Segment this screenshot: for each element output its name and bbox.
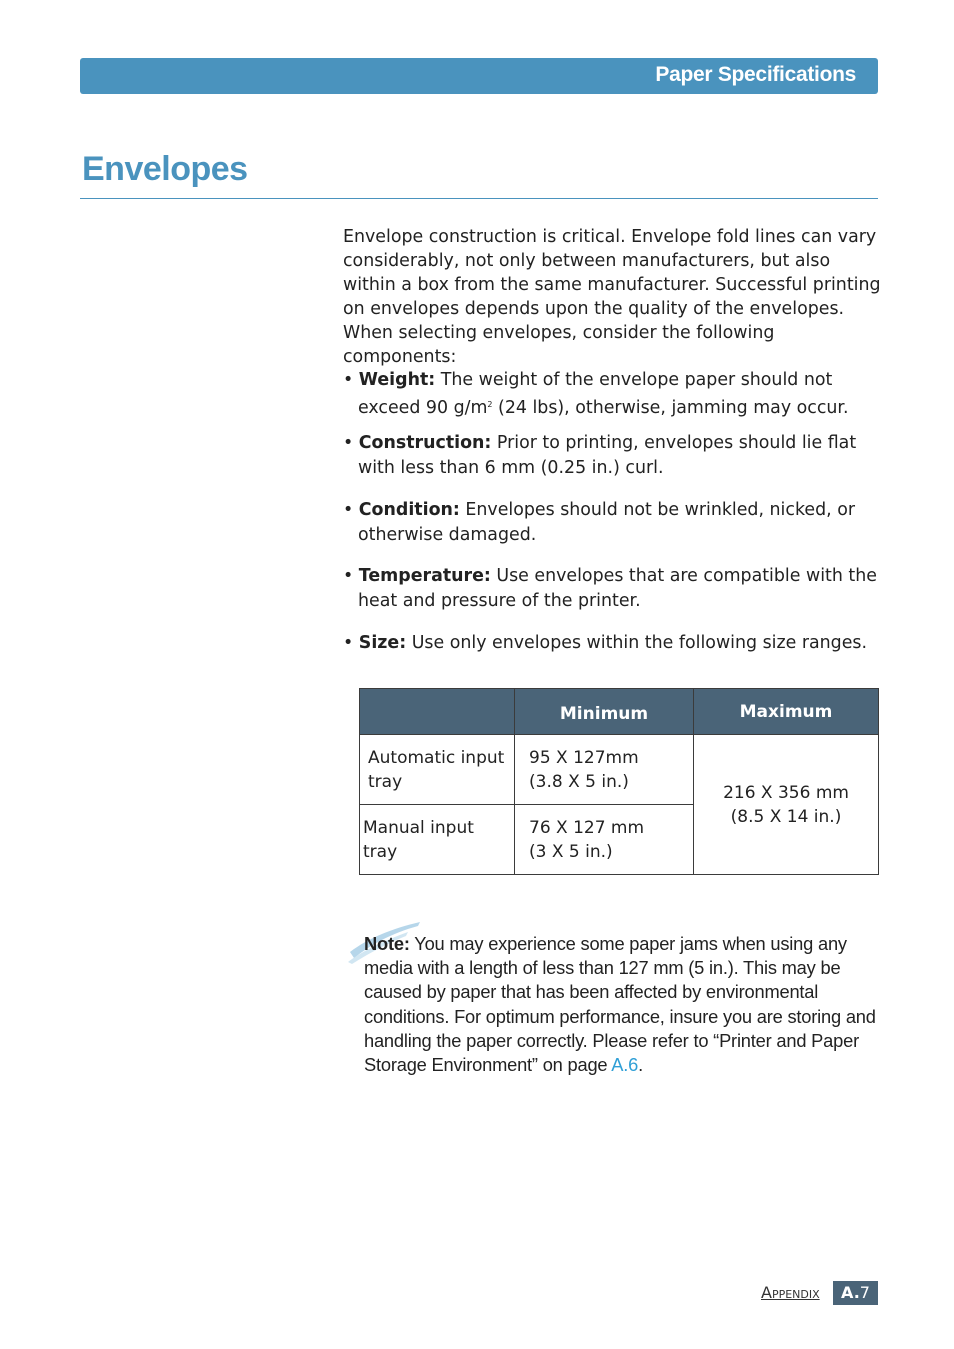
table-header-blank: [360, 689, 515, 735]
bullet-weight: • Weight: The weight of the envelope paper should not exceed 90 $g/m^2$ (24 lbs), otherwise, jamming may occur.: [343, 370, 849, 418]
bullet-condition-label: Condition:: [358, 500, 460, 520]
section-header-title: Paper Specifications: [655, 63, 856, 86]
bullet-construction-label: Construction:: [358, 433, 492, 453]
table-header-maximum: Maximum: [694, 689, 879, 735]
table-row-label: Manual input tray: [360, 805, 515, 875]
footer-page-prefix: A.: [841, 1283, 860, 1302]
page-link[interactable]: A.6: [611, 1054, 639, 1076]
superscript-2: 2: [487, 399, 493, 409]
bullet-construction-text: Prior to printing, envelopes should lie flat with less than 6 mm (0.25 in.) curl.: [358, 433, 857, 478]
envelope-size-table: [359, 688, 879, 875]
bullet-weight-text: The weight of the envelope paper should not exceed 90 g/m: [358, 370, 833, 418]
table-cell-minimum: [515, 735, 694, 805]
minimum-mm: 76 X 127 mm: [529, 817, 645, 838]
maximum-mm: 216 X 356 mm: [723, 782, 849, 803]
footer-appendix-label: Appendix: [761, 1283, 820, 1302]
title-divider: [80, 198, 878, 199]
note-end: .: [638, 1054, 643, 1076]
table-cell-minimum: [515, 805, 694, 875]
table-cell-maximum: [694, 735, 879, 875]
minimum-in: (3.8 X 5 in.): [529, 771, 629, 792]
maximum-in: (8.5 X 14 in.): [730, 806, 842, 827]
bullet-condition-text: Envelopes should not be wrinkled, nicked, or otherwise damaged.: [358, 500, 855, 545]
table-header-minimum: Minimum: [515, 689, 694, 735]
footer-page-number: [833, 1281, 878, 1305]
bullet-size-label: Size:: [358, 633, 407, 653]
bullet-size: • Size: Use only envelopes within the following size ranges.: [343, 633, 867, 653]
note-paragraph: [364, 932, 879, 1077]
minimum-mm: 95 X 127mm: [529, 747, 639, 768]
note-label: Note:: [364, 933, 410, 954]
minimum-in: (3 X 5 in.): [529, 841, 613, 862]
bullet-condition: • Condition: Envelopes should not be wrinkled, nicked, or otherwise damaged.: [343, 500, 855, 545]
bullet-temperature: • Temperature: Use envelopes that are compatible with the heat and pressure of the printer.: [343, 566, 877, 611]
bullet-construction: • Construction: Prior to printing, envelopes should lie flat with less than 6 mm (0.25 in.) curl.: [343, 433, 857, 478]
page-title: Envelopes: [82, 150, 248, 188]
table-row-label: Automatic input tray: [360, 735, 515, 805]
table-header-row: [360, 689, 879, 735]
intro-paragraph: Envelope construction is critical. Envelope fold lines can vary considerably, not only between manufacturers, but also within a box from the same manufacturer. Successful printing on envelopes depends upon the quality of the envelopes. When selecting envelopes, consider the following components:: [343, 227, 881, 367]
bullet-weight-label: Weight:: [358, 370, 436, 390]
bullet-size-text: Use only envelopes within the following size ranges.: [411, 633, 867, 653]
bullet-temperature-label: Temperature:: [358, 566, 491, 586]
note-text: You may experience some paper jams when using any media with a length of less than 127 mm (5 in.). This may be caused by paper that has been affected by environmental conditions. For optimum performance, insure you are storing and handling the paper correctly. Please refer to “Printer and Paper Storage Environment” on page: [364, 933, 876, 1076]
footer-page-digit: 7: [859, 1283, 870, 1302]
bullet-weight-text-end: (24 lbs), otherwise, jamming may occur.: [492, 397, 849, 418]
section-header-bar: [80, 58, 878, 94]
bullet-temperature-text: Use envelopes that are compatible with the heat and pressure of the printer.: [358, 566, 877, 611]
table-row: [360, 735, 879, 805]
